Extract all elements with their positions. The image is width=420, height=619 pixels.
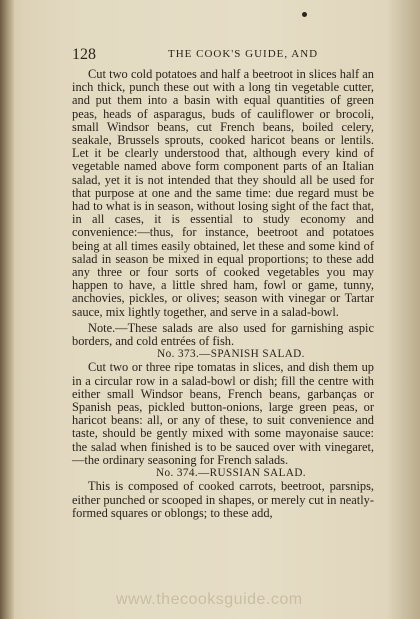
page-header bbox=[72, 46, 372, 64]
italian-salad-paragraph: Cut two cold potatoes and half a beetroot in slices half an inch thick, punch these out with a long tin vegetable cutter, and put them into a basin with equal quantities of green peas, heads of asparagus, buds of cauliflower or brocoli, small Windsor beans, cut French beans, boiled celery, seakale, Brussels sprouts, cooked haricot beans or lentils. Let it be clearly understood that, although every kind of vegetable named above form component parts of an Italian salad, yet it is not intended that they should all be used for that purpose at one and the same time: due regard must be had to what is in season, without losing sight of the fact that, in all cases, it is essential to study economy and convenience:—thus, for instance, beetroot and potatoes being at all times easily obtained, let these and some kind of salad in season be mixed in equal proportions; to these add any three or four sorts of cooked vegetables you may happen to have, a little shred ham, fowl or game, tunny, anchovies, pickles, or olives; season with vinegar or Tartar sauce, mix lightly together, and serve in a salad-bowl. bbox=[72, 67, 374, 319]
page-body bbox=[72, 68, 374, 520]
ink-speck bbox=[302, 12, 307, 17]
heading-russian-salad: No. 374.—RUSSIAN SALAD. bbox=[156, 467, 306, 480]
spanish-salad-paragraph: Cut two or three ripe tomatas in slices, and dish them up in a circular row in a salad-bowl or dish; fill the centre with either small Windsor beans, French beans, garbanças or Spanish peas, pickled button-onions, large green peas, or haricot beans: all, or any of these, to suit convenience and taste, should be gently mixed with some mayonaise sauce: the salad when finished is to be sauced over with vinegaret,—the ordinary seasoning for French salads. bbox=[72, 360, 374, 467]
running-title: THE COOK'S GUIDE, AND bbox=[168, 48, 319, 60]
book-gutter bbox=[0, 0, 14, 619]
heading-spanish-salad: No. 373.—SPANISH SALAD. bbox=[157, 348, 305, 361]
page-number: 128 bbox=[72, 46, 96, 63]
russian-salad-paragraph: This is composed of cooked carrots, beetroot, parsnips, either punched or scooped in shapes, or merely cut in neatly-formed squares or oblongs; to these add, bbox=[72, 479, 374, 520]
note-paragraph: Note.—These salads are also used for garnishing aspic borders, and cold entrées of fish. bbox=[72, 320, 374, 349]
site-watermark: www.thecooksguide.com bbox=[116, 591, 303, 608]
